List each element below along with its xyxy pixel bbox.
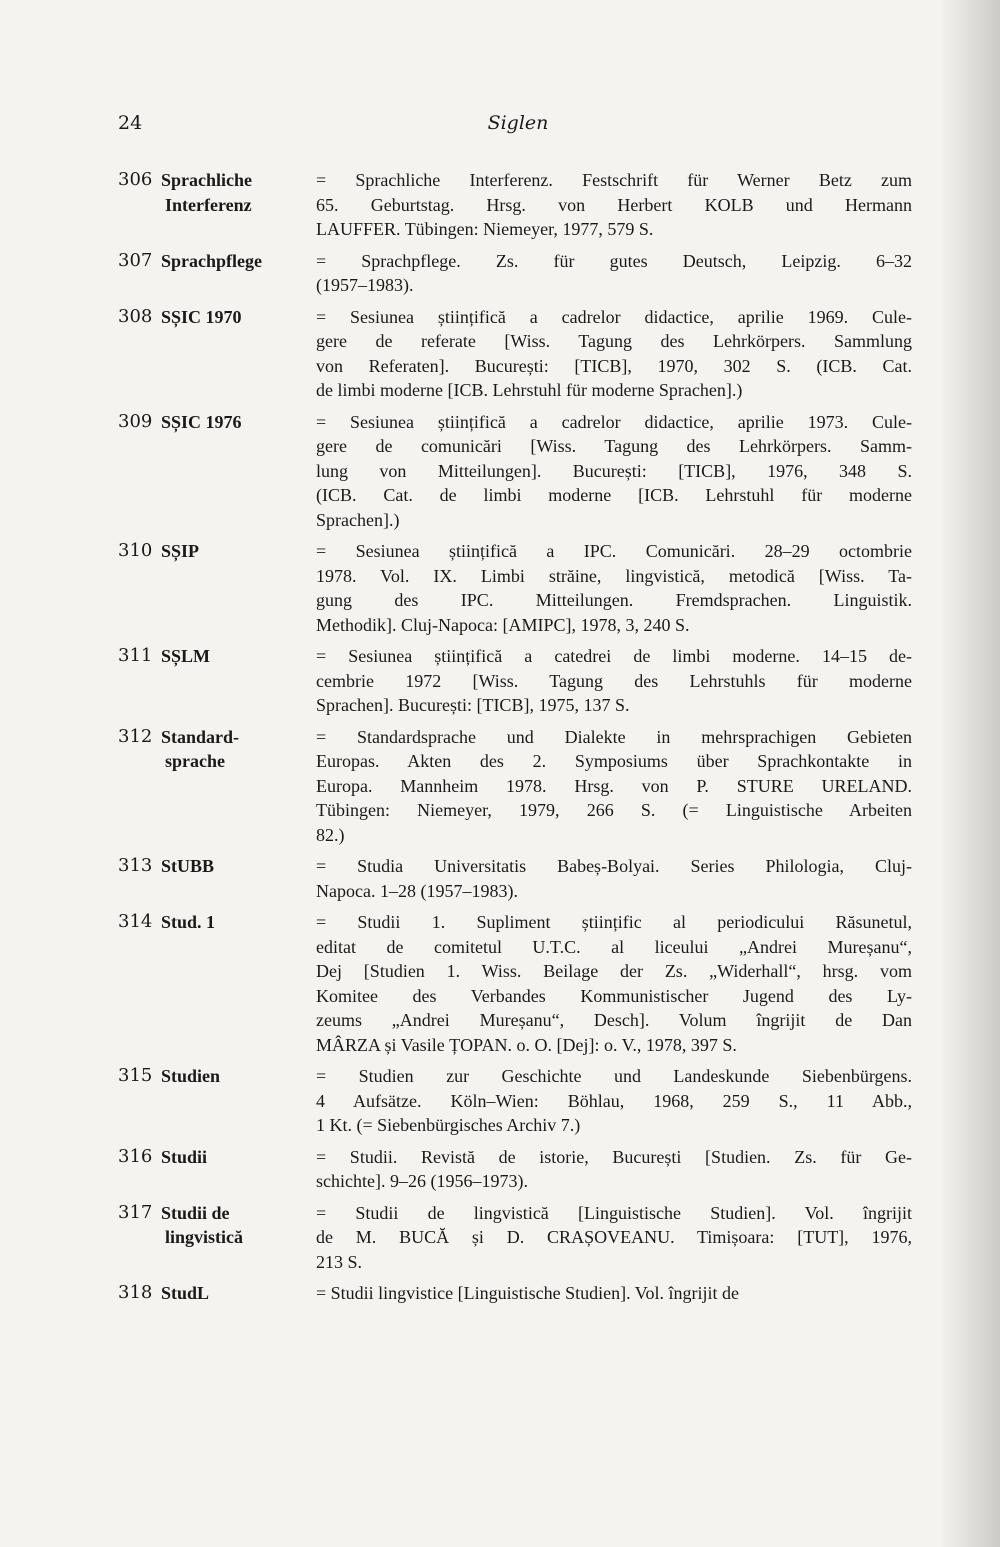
entry-315: [118, 1064, 918, 1138]
siglum-line: SȘIC 1970: [161, 306, 242, 327]
description-line: zeums „Andrei Mureșanu“, Desch]. Volum îngrijit de Dan: [316, 1010, 912, 1030]
entry-siglum: [161, 1145, 316, 1194]
description-line: = Sesiunea științifică a catedrei de limbi moderne. 14–15 de-: [316, 646, 912, 666]
description-line: (ICB. Cat. de limbi moderne [ICB. Lehrstuhl für moderne: [316, 485, 912, 505]
description-line: Komitee des Verbandes Kommunistischer Jugend des Ly-: [316, 985, 912, 1006]
siglum-line: SȘLM: [161, 646, 211, 666]
siglum-line: Standard-: [161, 726, 240, 747]
entry-308: [118, 305, 918, 403]
running-title: Siglen: [487, 112, 549, 134]
description-line: = Studia Universitatis Babeș-Bolyai. Series Philologia, Cluj-: [316, 856, 912, 876]
entry-siglum: [161, 249, 316, 298]
entry-316: [118, 1145, 918, 1194]
description-line: 4 Aufsätze. Köln–Wien: Böhlau, 1968, 259 S., 11 Abb.,: [316, 1090, 912, 1111]
entry-siglum: [161, 854, 316, 903]
siglum-line: SȘIC 1976: [161, 411, 242, 432]
entry-siglum: [161, 1064, 316, 1138]
description-line: = Studii. Revistă de istorie, București [Studien. Zs. für Ge-: [316, 1146, 912, 1167]
description-line: Napoca. 1–28 (1957–1983).: [316, 880, 518, 901]
entry-description: [316, 168, 912, 242]
entry-number: 318: [118, 1282, 153, 1303]
entry-318: [118, 1281, 918, 1306]
entry-314: [118, 910, 918, 1057]
description-line: editat de comitetul U.T.C. al liceului „Andrei Mureșanu“,: [316, 936, 912, 957]
entry-number: 310: [118, 540, 153, 561]
description-line: gung des IPC. Mitteilungen. Fremdsprachen. Linguistik.: [316, 590, 912, 610]
entry-313: [118, 854, 918, 903]
siglum-line: lingvistică: [165, 1227, 244, 1247]
description-line: de limbi moderne [ICB. Lehrstuhl für moderne Sprachen].): [316, 380, 743, 400]
description-line: gere de comunicări [Wiss. Tagung des Lehrkörpers. Samm-: [316, 436, 912, 456]
entry-number: 314: [118, 911, 153, 932]
entry-number: 306: [118, 169, 153, 190]
entry-description: [316, 1281, 912, 1306]
entry-description: [316, 305, 912, 403]
page-gutter-shadow: [940, 0, 1000, 1547]
entry-description: [316, 725, 912, 848]
entry-number: 312: [118, 725, 153, 747]
entry-siglum: [161, 539, 316, 637]
description-line: = Sprachliche Interferenz. Festschrift für Werner Betz zum: [316, 170, 912, 190]
description-line: 1 Kt. (= Siebenbürgisches Archiv 7.): [316, 1115, 581, 1135]
page-header: [118, 112, 918, 142]
entry-description: [316, 644, 912, 718]
entry-310: [118, 539, 918, 637]
description-line: 1978. Vol. IX. Limbi străine, lingvistică, metodică [Wiss. Ta-: [316, 565, 912, 586]
entry-number: 307: [118, 249, 153, 271]
entry-siglum: [161, 1281, 316, 1306]
entry-number: 313: [118, 855, 153, 876]
entry-number: 315: [118, 1065, 153, 1086]
entry-number: 316: [118, 1145, 153, 1167]
entry-312: [118, 725, 918, 848]
description-line: 65. Geburtstag. Hrsg. von Herbert KOLB und Hermann: [316, 194, 912, 215]
entry-description: [316, 1145, 912, 1194]
entry-siglum: [161, 644, 316, 718]
siglum-line: sprache: [165, 751, 225, 771]
entry-number: 308: [118, 305, 153, 327]
siglum-line: Sprachpflege: [161, 250, 262, 271]
entry-description: [316, 854, 912, 903]
description-line: Europa. Mannheim 1978. Hrsg. von P. STURE URELAND.: [316, 775, 912, 796]
description-line: Methodik]. Cluj-Napoca: [AMIPC], 1978, 3, 240 S.: [316, 614, 690, 635]
description-line: = Sesiunea științifică a IPC. Comunicări. 28–29 octombrie: [316, 541, 912, 561]
description-line: MÂRZA și Vasile ȚOPAN. o. O. [Dej]: o. V., 1978, 397 S.: [316, 1034, 737, 1055]
entry-317: [118, 1201, 918, 1275]
entry-siglum: [161, 910, 316, 1057]
description-line: = Sprachpflege. Zs. für gutes Deutsch, Leipzig. 6–32: [316, 250, 912, 271]
description-line: gere de referate [Wiss. Tagung des Lehrkörpers. Sammlung: [316, 331, 912, 351]
description-line: = Studii de lingvistică [Linguistische Studien]. Vol. îngrijit: [316, 1202, 912, 1223]
siglum-line: SȘIP: [161, 541, 200, 561]
entry-siglum: [161, 410, 316, 533]
description-line: (1957–1983).: [316, 275, 414, 295]
entry-description: [316, 249, 912, 298]
description-line: 213 S.: [316, 1251, 363, 1272]
entry-description: [316, 1201, 912, 1275]
description-line: Sprachen]. București: [TICB], 1975, 137 S.: [316, 695, 630, 715]
entry-description: [316, 539, 912, 637]
siglum-line: Stud. 1: [161, 912, 216, 932]
entry-number: 317: [118, 1201, 153, 1223]
description-line: cembrie 1972 [Wiss. Tagung des Lehrstuhls für moderne: [316, 670, 912, 691]
description-line: = Sesiunea științifică a cadrelor didactice, aprilie 1969. Cule-: [316, 306, 912, 327]
siglum-line: Interferenz: [165, 194, 252, 215]
sigla-list: [118, 168, 918, 1313]
description-line: schichte]. 9–26 (1956–1973).: [316, 1171, 528, 1191]
siglum-line: Studii de: [161, 1202, 230, 1223]
entry-309: [118, 410, 918, 533]
siglum-line: Studien: [161, 1066, 221, 1086]
description-line: LAUFFER. Tübingen: Niemeyer, 1977, 579 S.: [316, 219, 654, 239]
description-line: de M. BUCĂ și D. CRAȘOVEANU. Timișoara: [TUT], 1976,: [316, 1227, 912, 1247]
siglum-line: Studii: [161, 1146, 208, 1167]
description-line: Dej [Studien 1. Wiss. Beilage der Zs. „Widerhall“, hrsg. vom: [316, 961, 912, 981]
entry-siglum: [161, 168, 316, 242]
description-line: = Studii 1. Supliment științific al periodicului Răsunetul,: [316, 912, 912, 932]
siglum-line: StudL: [161, 1283, 210, 1303]
description-line: Europas. Akten des 2. Symposiums über Sprachkontakte in: [316, 751, 912, 771]
description-line: Sprachen].): [316, 509, 400, 530]
siglum-line: StUBB: [161, 856, 215, 876]
description-line: = Studii lingvistice [Linguistische Studien]. Vol. îngrijit de: [316, 1283, 739, 1303]
entry-description: [316, 410, 912, 533]
description-line: lung von Mitteilungen]. București: [TICB], 1976, 348 S.: [316, 460, 912, 481]
description-line: = Sesiunea științifică a cadrelor didactice, aprilie 1973. Cule-: [316, 411, 912, 432]
entry-siglum: [161, 1201, 316, 1275]
entry-number: 309: [118, 410, 153, 432]
entry-306: [118, 168, 918, 242]
entry-siglum: [161, 305, 316, 403]
description-line: = Standardsprache und Dialekte in mehrsprachigen Gebieten: [316, 726, 912, 747]
siglum-line: Sprachliche: [161, 170, 253, 190]
entry-307: [118, 249, 918, 298]
page-number: 24: [118, 112, 143, 134]
description-line: = Studien zur Geschichte und Landeskunde Siebenbürgens.: [316, 1066, 912, 1086]
entry-description: [316, 1064, 912, 1138]
entry-siglum: [161, 725, 316, 848]
entry-description: [316, 910, 912, 1057]
entry-number: 311: [118, 645, 153, 666]
description-line: Tübingen: Niemeyer, 1979, 266 S. (= Linguistische Arbeiten: [316, 800, 912, 820]
description-line: von Referaten]. București: [TICB], 1970, 302 S. (ICB. Cat.: [316, 355, 912, 376]
entry-311: [118, 644, 918, 718]
description-line: 82.): [316, 824, 345, 845]
